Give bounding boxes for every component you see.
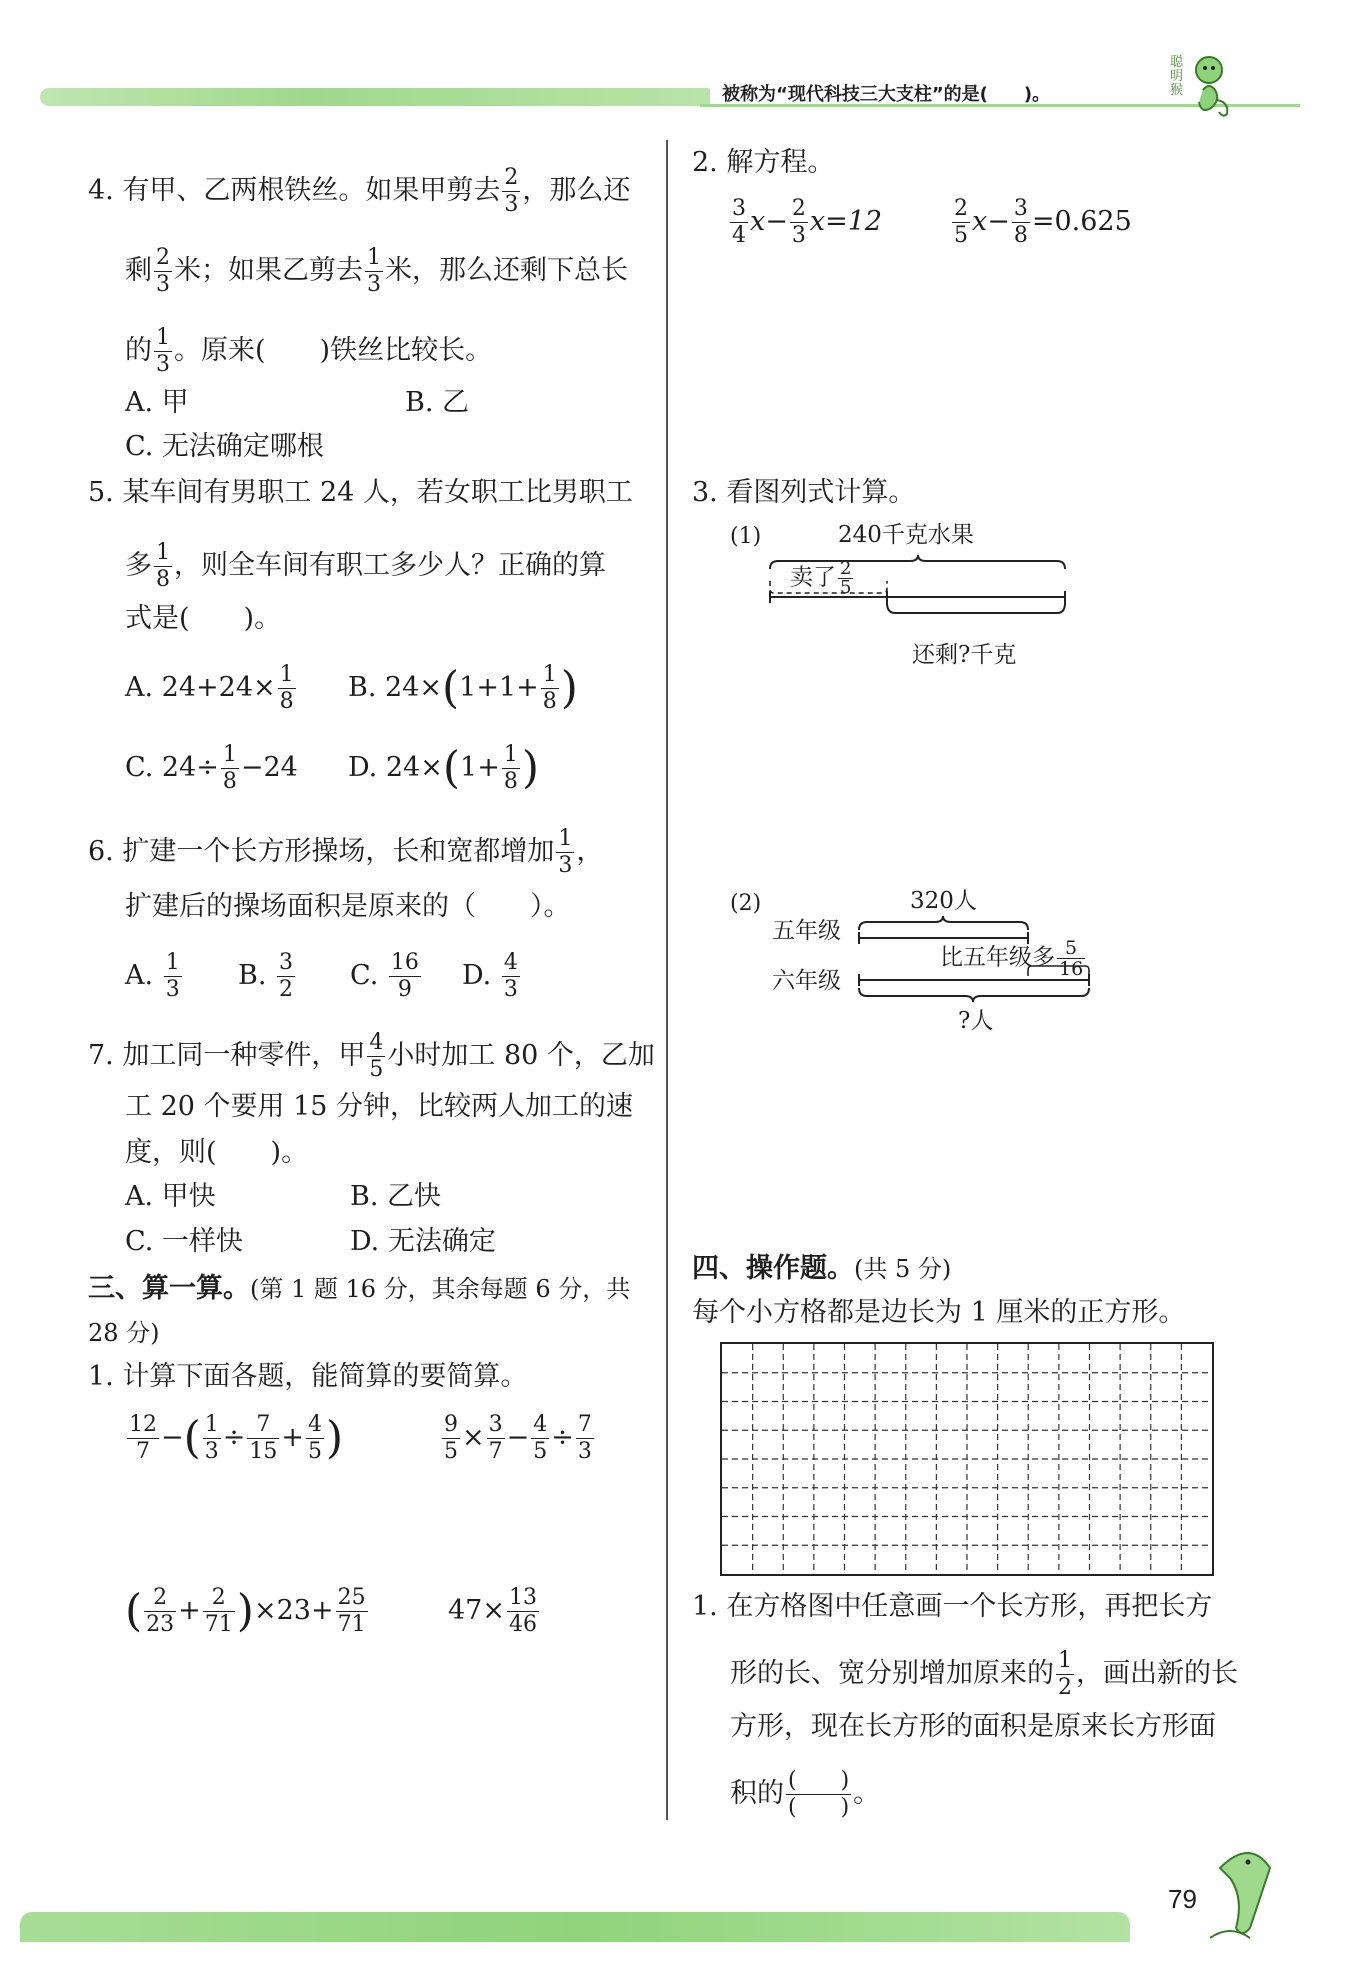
q5-line1: 5. 某车间有男职工 24 人，若女职工比男职工 [88, 477, 633, 508]
q5-option-a[interactable]: A. 24+24× $\frac{1}{8}$ [125, 662, 294, 714]
equation-2: $\frac{2}{5}$ x− $\frac{3}{8}$ =0.625 [954, 196, 1132, 248]
diagram-1-total: 240千克水果 [838, 522, 974, 548]
q5-line3: 式是( )。 [125, 603, 282, 634]
section-4-desc: 每个小方格都是边长为 1 厘米的正方形。 [692, 1297, 1186, 1328]
diagram-1-sold: 卖了 $\frac{2}{5}$ [790, 558, 852, 598]
q7-line2: 工 20 个要用 15 分钟，比较两人加工的速 [125, 1091, 634, 1122]
q6-option-c[interactable]: C. $\frac{16}{9}$ [350, 950, 419, 1002]
q6-option-a[interactable]: A. $\frac{1}{3}$ [125, 950, 180, 1002]
page-number: 79 [1168, 1884, 1197, 1914]
q7-line1: 7. 加工同一种零件，甲 $\frac{4}{5}$ 小时加工 80 个，乙加 [88, 1030, 655, 1082]
header-green-band [40, 88, 710, 106]
fraction: $\frac{2}{3}$ [504, 165, 519, 217]
section-3-heading-cont: 28 分) [88, 1319, 160, 1347]
q7-option-b[interactable]: B. 乙快 [350, 1181, 442, 1212]
footer-green-band [20, 1912, 1130, 1942]
q6-option-d[interactable]: D. $\frac{4}{3}$ [462, 950, 518, 1002]
q5-line2: 多 $\frac{1}{8}$ ，则全车间有职工多少人？正确的算 [125, 540, 606, 592]
diagram-1-segment [765, 555, 1075, 635]
section-4-heading: 四、操作题。(共 5 分) [692, 1253, 952, 1284]
dolphin-icon [1200, 1838, 1280, 1948]
expr-2: $\frac{9}{5}$ × $\frac{3}{7}$ − $\frac{4}{5}$ ÷ $\frac{7}{3}$ [444, 1412, 592, 1464]
q5-option-c[interactable]: C. 24÷ $\frac{1}{8}$ −24 [125, 742, 298, 794]
header-tip: 被称为“现代科技三大支柱”的是( )。 [722, 84, 1051, 105]
diagram-2-label: (2) [730, 891, 762, 916]
expr-4: 47× $\frac{13}{46}$ [448, 1585, 537, 1637]
q3-title: 3. 看图列式计算。 [692, 477, 916, 508]
expr-3: ( $\frac{2}{23}$ + $\frac{2}{71}$ )×23+ $\frac{25}{71}$ [125, 1585, 366, 1637]
equation-1: $\frac{3}{4}$ x− $\frac{2}{3}$ x=12 [732, 196, 883, 248]
q6-line2: 扩建后的操场面积是原来的（ ）。 [125, 891, 571, 922]
diagram-2-top: 320人 [910, 888, 977, 914]
square-grid[interactable] [720, 1342, 1214, 1576]
q4-line2: 剩 $\frac{2}{3}$ 米；如果乙剪去 $\frac{1}{3}$ 米，那么还剩下总长 [125, 245, 628, 297]
q4-option-b[interactable]: B. 乙 [405, 387, 470, 418]
q5-option-b[interactable]: B. 24×(1+1+ $\frac{1}{8}$ ) [348, 662, 578, 714]
q6-option-b[interactable]: B. $\frac{3}{2}$ [238, 950, 294, 1002]
s4-q1-line4: 积的 $\frac{( )}{( )}$ 。 [730, 1768, 881, 1820]
s4-q1-line1: 1. 在方格图中任意画一个长方形，再把长方 [692, 1591, 1213, 1622]
diagram-2-more: 比五年级多 $\frac{5}{16}$ [940, 937, 1084, 980]
q4-line3: 的 $\frac{1}{3}$ 。原来( )铁丝比较长。 [125, 325, 493, 377]
q4-option-a[interactable]: A. 甲 [125, 387, 189, 418]
diagram-2-grade5: 五年级 [772, 918, 841, 944]
q7-option-a[interactable]: A. 甲快 [125, 1181, 216, 1212]
q4-option-c[interactable]: C. 无法确定哪根 [125, 431, 324, 462]
q4-line1: 4. 有甲、乙两根铁丝。如果甲剪去 $\frac{2}{3}$ ，那么还 [88, 165, 631, 217]
q7-option-c[interactable]: C. 一样快 [125, 1226, 243, 1257]
section-3-heading: 三、算一算。(第 1 题 16 分，其余每题 6 分，共 [88, 1273, 631, 1304]
mascot-label: 聪明猴 [1170, 55, 1184, 98]
s4-q1-line3: 方形，现在长方形的面积是原来长方形面 [730, 1711, 1216, 1742]
s3-q1-title: 1. 计算下面各题，能简算的要简算。 [88, 1361, 528, 1392]
expr-1: $\frac{12}{7}$ −( $\frac{1}{3}$ ÷ $\frac{7}{15}$ + $\frac{4}{5}$ ) [129, 1412, 344, 1464]
q7-line3: 度，则( )。 [125, 1137, 309, 1168]
diagram-2-question: ?人 [958, 1008, 994, 1034]
diagram-1-rest: 还剩?千克 [912, 642, 1017, 668]
diagram-1-label: (1) [730, 524, 762, 549]
s4-q1-line2: 形的长、宽分别增加原来的 $\frac{1}{2}$ ，画出新的长 [730, 1648, 1238, 1700]
q5-option-d[interactable]: D. 24×(1+ $\frac{1}{8}$ ) [348, 742, 539, 794]
answer-fraction-blank[interactable]: $\frac{( )}{( )}$ [788, 1768, 850, 1820]
diagram-2-segment [855, 910, 1095, 1010]
column-divider [666, 140, 668, 1820]
q7-option-d[interactable]: D. 无法确定 [350, 1226, 496, 1257]
q6-line1: 6. 扩建一个长方形操场，长和宽都增加 $\frac{1}{3}$ ， [88, 826, 604, 878]
diagram-2-grade6: 六年级 [772, 968, 841, 994]
q2-title: 2. 解方程。 [692, 147, 835, 178]
